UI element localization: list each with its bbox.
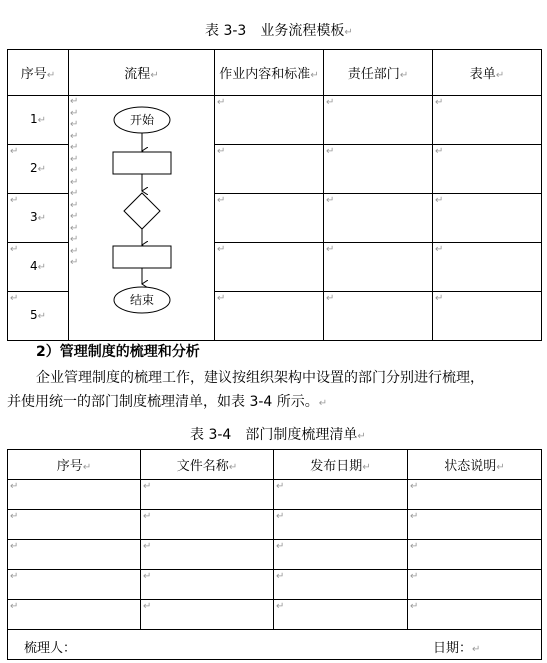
table-row: ↵ ↵ ↵ ↵ (8, 540, 542, 570)
header-department: 责任部门↵ (324, 50, 433, 96)
section-heading: 2）管理制度的梳理和分析 (36, 344, 200, 360)
business-flow-table (7, 49, 542, 341)
date-label: 日期：↵ (433, 641, 481, 656)
end-label: 结束 (129, 293, 155, 307)
table-row: ↵ ↵ ↵ ↵ (8, 570, 542, 600)
process-node-1 (113, 152, 171, 174)
table-row: ↵ 3↵ ↵ ↵ ↵ (8, 194, 542, 243)
seq-cell: ↵ 2↵ (8, 145, 69, 194)
paragraph-marks-column: ↵ ↵ ↵ ↵ ↵ ↵ ↵ ↵ ↵ ↵ ↵ ↵ ↵ ↵ ↵ (70, 96, 79, 268)
start-label: 开始 (129, 113, 155, 127)
table-row: ↵ 4↵ ↵ ↵ ↵ (8, 243, 542, 292)
department-policy-table (7, 449, 542, 660)
table-footer-row (8, 630, 542, 660)
table-3-4-caption: 表 3-4 部门制度梳理清单↵ (190, 427, 366, 443)
header-publish-date: 发布日期↵ (274, 450, 408, 480)
table-row: ↵ ↵ ↵ ↵ (8, 480, 542, 510)
seq-cell: 1↵ (8, 96, 69, 145)
paragraph-line-2: 并使用统一的部门制度梳理清单，如表 3-4 所示。↵ (7, 394, 328, 410)
table-row: ↵ ↵ ↵ ↵ (8, 510, 542, 540)
seq-cell: ↵ 3↵ (8, 194, 69, 243)
reviewer-label: 梳理人： (24, 641, 77, 656)
table-header-row (8, 450, 542, 480)
header-content: 作业内容和标准↵ (215, 50, 324, 96)
header-seq: 序号↵ (8, 450, 141, 480)
header-file-name: 文件名称↵ (141, 450, 274, 480)
header-form: 表单↵ (433, 50, 542, 96)
table-row: 1↵ 开始 结束 ↵ ↵ ↵ ↵ ↵ ↵ ↵ ↵ ↵ ↵ ↵ ↵ ↵ ↵ ↵ ↵ ↵ ↵ (8, 96, 542, 145)
table-row: ↵ 5↵ ↵ ↵ ↵ (8, 292, 542, 341)
paragraph-mark: ↵ (344, 27, 353, 38)
flowchart-cell (69, 96, 215, 341)
table-row: ↵ ↵ ↵ ↵ (8, 600, 542, 630)
table-header-row (8, 50, 542, 96)
flowchart (69, 96, 215, 324)
header-seq: 序号↵ (8, 50, 69, 96)
table-3-3-caption: 表 3-3 业务流程模板↵ (205, 23, 353, 39)
header-flow: 流程↵ (69, 50, 215, 96)
header-status: 状态说明↵ (408, 450, 542, 480)
process-node-2 (113, 246, 171, 268)
seq-cell: ↵ 5↵ (8, 292, 69, 341)
paragraph-line-1: 企业管理制度的梳理工作，建议按组织架构中设置的部门分别进行梳理， (36, 370, 484, 386)
table-row: ↵ 2↵ ↵ ↵ ↵ (8, 145, 542, 194)
seq-cell: ↵ 4↵ (8, 243, 69, 292)
decision-node (124, 193, 160, 229)
